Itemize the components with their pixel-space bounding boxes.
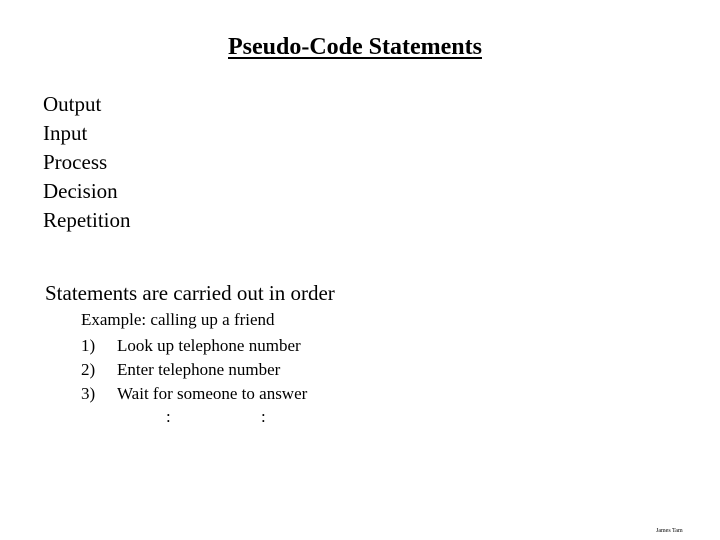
- statement-type-decision: Decision: [43, 179, 118, 203]
- step-text: Wait for someone to answer: [117, 384, 308, 403]
- step-text: Enter telephone number: [117, 360, 281, 379]
- step-number: 3): [81, 384, 96, 403]
- continuation-mark-right: :: [261, 407, 266, 426]
- continuation-mark-left: :: [166, 407, 171, 426]
- statement-type-repetition: Repetition: [43, 208, 131, 232]
- statement-type-output: Output: [43, 92, 102, 116]
- statement-types-list: [43, 90, 131, 235]
- example-step: [81, 334, 307, 358]
- statement-type-process: Process: [43, 150, 108, 174]
- example-step: [81, 382, 307, 406]
- step-number: 2): [81, 360, 96, 379]
- example-steps-list: [81, 334, 307, 406]
- step-text: Look up telephone number: [117, 336, 301, 355]
- example-step: [81, 358, 307, 382]
- example-heading: Example: calling up a friend: [81, 310, 275, 329]
- slide-title: Pseudo-Code Statements: [228, 34, 482, 60]
- author-footer: James Tam: [656, 528, 683, 534]
- statement-type-input: Input: [43, 121, 88, 145]
- step-number: 1): [81, 336, 96, 355]
- order-heading: Statements are carried out in order: [45, 281, 335, 305]
